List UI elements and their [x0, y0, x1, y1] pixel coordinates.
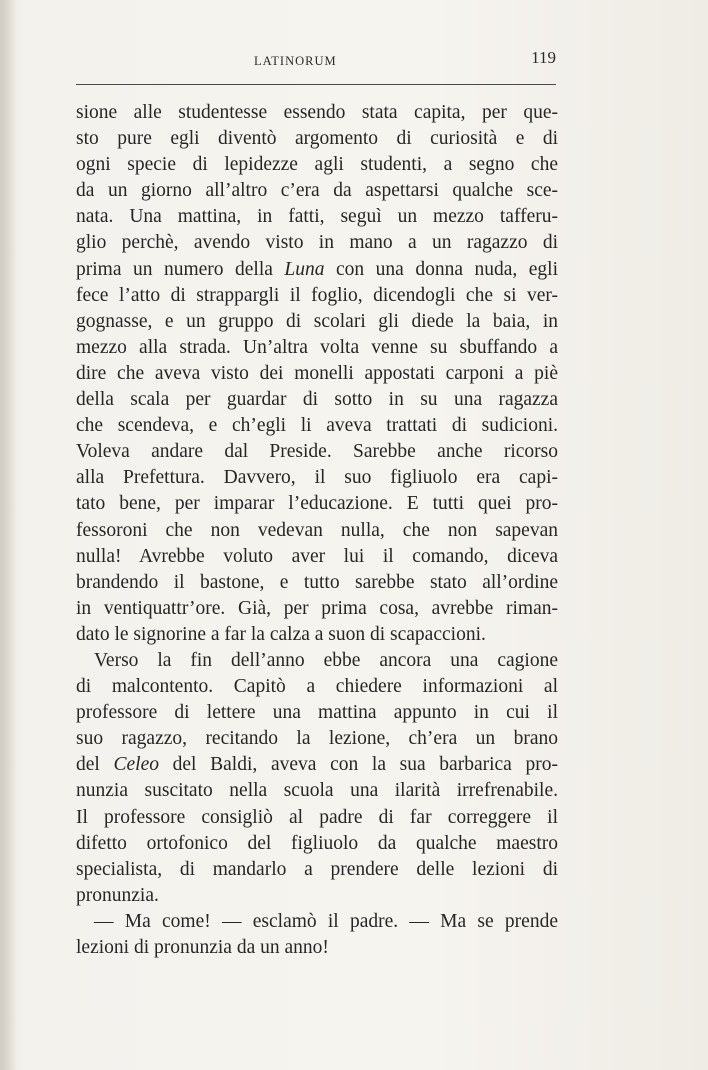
- text-line: glio perchè, avendo visto in mano a un ragazzo di: [76, 232, 558, 254]
- body-text: [76, 100, 558, 961]
- text-line: suo ragazzo, recitando la lezione, ch’era un brano: [76, 728, 558, 750]
- text-line: — Ma come! — esclamò il padre. — Ma se prende: [94, 910, 558, 932]
- text-line: sto pure egli diventò argomento di curiosità e di: [76, 128, 558, 150]
- text-line: di malcontento. Capitò a chiedere informazioni al: [76, 676, 558, 698]
- text-line: pronunzia.: [76, 884, 159, 906]
- italic-title: Luna: [284, 258, 325, 280]
- text-line: da un giorno all’altro c’era da aspettarsi qualche sce-: [76, 180, 558, 202]
- text-line: lezioni di pronunzia da un anno!: [76, 937, 329, 958]
- text-line: ogni specie di lepidezze agli studenti, a segno che: [76, 154, 558, 176]
- page-number: 119: [531, 48, 556, 67]
- text-line: nata. Una mattina, in fatti, seguì un mezzo tafferu-: [76, 206, 558, 228]
- text-line: [76, 257, 558, 283]
- text-line: [76, 752, 558, 778]
- text-line: brandendo il bastone, e tutto sarebbe stato all’ordine: [76, 571, 558, 593]
- text-line: difetto ortofonico del figliuolo da qualche maestro: [76, 832, 558, 854]
- italic-title: Celeo: [113, 754, 159, 776]
- text-line: Voleva andare dal Preside. Sarebbe anche ricorso: [76, 441, 558, 463]
- page-header: [76, 48, 556, 76]
- text-line: dire che aveva visto dei monelli appostati carponi a piè: [76, 362, 558, 384]
- text-line: in ventiquattr’ore. Già, per prima cosa, avrebbe riman-: [76, 597, 558, 619]
- text-line: professore di lettere una mattina appunto in cui il: [76, 702, 558, 724]
- text-line: mezzo alla strada. Un’altra volta venne su sbuffando a: [76, 336, 558, 358]
- text-line: Il professore consigliò al padre di far correggere il: [76, 806, 558, 828]
- text-segment: del: [76, 754, 114, 776]
- text-segment: del Baldi, aveva con la sua barbarica pro-: [158, 754, 558, 776]
- text-line: nulla! Avrebbe voluto aver lui il comando, diceva: [76, 545, 558, 567]
- text-line: dato le signorine a far la calza a suon di scapaccioni.: [76, 623, 486, 645]
- text-line: Verso la fin dell’anno ebbe ancora una cagione: [94, 649, 558, 671]
- text-line: fece l’atto di strappargli il foglio, dicendogli che si ver-: [76, 284, 558, 306]
- running-head: LATINORUM: [254, 54, 337, 68]
- text-line: nunzia suscitato nella scuola una ilarità irrefrenabile.: [76, 780, 558, 802]
- text-segment: prima un numero della: [76, 258, 285, 280]
- page-edge-shadow: [0, 0, 16, 1070]
- text-line: fessoroni che non vedevan nulla, che non sapevan: [76, 519, 558, 541]
- text-line: gognasse, e un gruppo di scolari gli diede la baia, in: [76, 310, 558, 332]
- text-line: sione alle studentesse essendo stata capita, per que-: [76, 102, 558, 123]
- text-line: alla Prefettura. Davvero, il suo figliuolo era capi-: [76, 467, 558, 489]
- header-rule: [76, 84, 556, 85]
- text-line: che scendeva, e ch’egli li aveva trattati di sudicioni.: [76, 415, 558, 437]
- text-segment: con una donna nuda, egli: [324, 258, 558, 280]
- text-line: tato bene, per imparar l’educazione. E tutti quei pro-: [76, 493, 558, 515]
- text-line: specialista, di mandarlo a prendere delle lezioni di: [76, 858, 558, 880]
- text-line: della scala per guardar di sotto in su una ragazza: [76, 389, 558, 411]
